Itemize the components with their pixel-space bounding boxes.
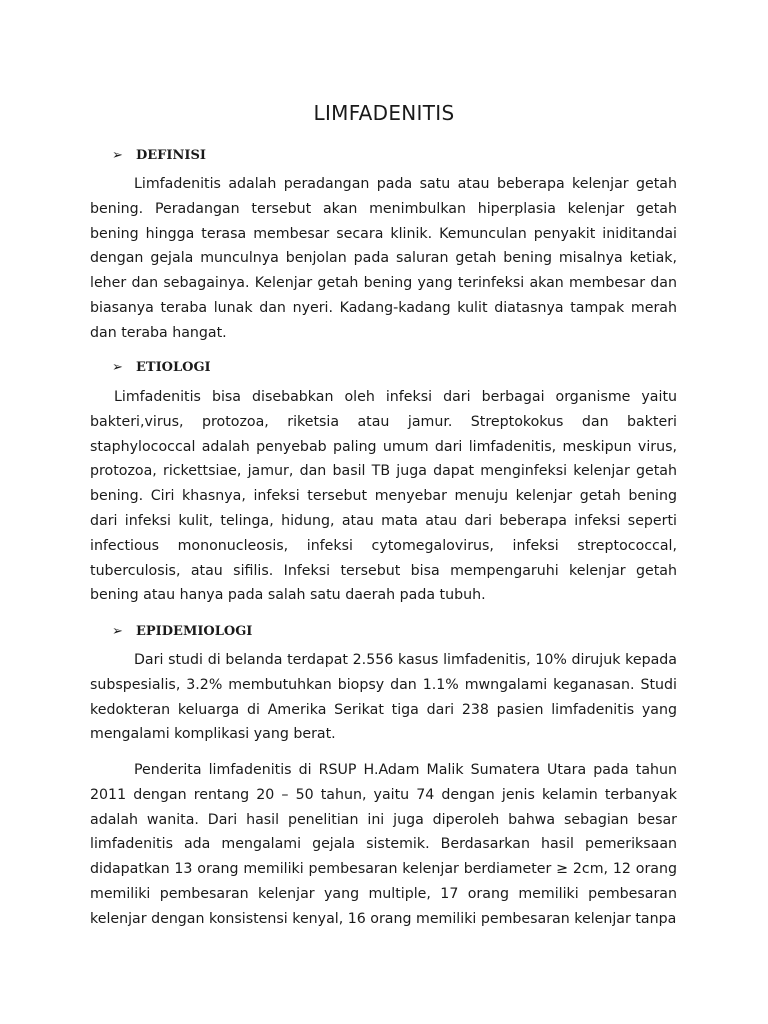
- section-heading-label: EPIDEMIOLOGI: [136, 624, 253, 639]
- arrow-bullet-icon: ➢: [112, 148, 123, 163]
- document-title: LIMFADENITIS: [313, 101, 455, 125]
- paragraph-epidemiologi-2: Penderita limfadenitis di RSUP H.Adam Malik Sumatera Utara pada tahun 2011 dengan rentang 20 – 50 tahun, yaitu 74 dengan jenis kelamin terbanyak adalah wanita. Dari hasil penelitian ini juga diperoleh bahwa sebagian besar limfadenitis ada mengalami gejala sistemik. Berdasarkan hasil pemeriksaan didapatkan 13 orang memiliki pembesaran kelenjar berdiameter ≥ 2cm, 12 orang memiliki pembesaran kelenjar yang multiple, 17 orang memiliki pembesaran kelenjar dengan konsistensi kenyal, 16 orang memiliki pembesaran kelenjar tanpa: [90, 762, 677, 927]
- section-heading-definisi: [112, 147, 206, 165]
- paragraph-definisi: Limfadenitis adalah peradangan pada satu atau beberapa kelenjar getah bening. Peradangan tersebut akan menimbulkan hiperplasia kelenjar getah bening hingga terasa membesar secara klinik. Kemunculan penyakit iniditandai dengan gejala munculnya benjolan pada saluran getah bening misalnya ketiak, leher dan sebagainya. Kelenjar getah bening yang terinfeksi akan membesar dan biasanya teraba lunak dan nyeri. Kadang-kadang kulit diatasnya tampak merah dan teraba hangat.: [90, 176, 677, 341]
- section-heading-label: ETIOLOGI: [136, 360, 211, 375]
- section-heading-label: DEFINISI: [136, 148, 206, 163]
- section-heading-epidemiologi: [112, 623, 252, 641]
- section-heading-etiologi: [112, 359, 211, 377]
- paragraph-epidemiologi-1: Dari studi di belanda terdapat 2.556 kasus limfadenitis, 10% dirujuk kepada subspesialis, 3.2% membutuhkan biopsy dan 1.1% mwngalami keganasan. Studi kedokteran keluarga di Amerika Serikat tiga dari 238 pasien limfadenitis yang mengalami komplikasi yang berat.: [90, 652, 677, 743]
- paragraph-etiologi: Limfadenitis bisa disebabkan oleh infeksi dari berbagai organisme yaitu bakteri,virus, protozoa, riketsia atau jamur. Streptokokus dan bakteri staphylococcal adalah penyebab paling umum dari limfadenitis, meskipun virus, protozoa, rickettsiae, jamur, dan basil TB juga dapat menginfeksi kelenjar getah bening. Ciri khasnya, infeksi tersebut menyebar menuju kelenjar getah bening dari infeksi kulit, telinga, hidung, atau mata atau dari beberapa infeksi seperti infectious mononucleosis, infeksi cytomegalovirus, infeksi streptococcal, tuberculosis, atau sifilis. Infeksi tersebut bisa mempengaruhi kelenjar getah bening atau hanya pada salah satu daerah pada tubuh.: [90, 389, 677, 604]
- arrow-bullet-icon: ➢: [112, 360, 123, 375]
- arrow-bullet-icon: ➢: [112, 624, 123, 639]
